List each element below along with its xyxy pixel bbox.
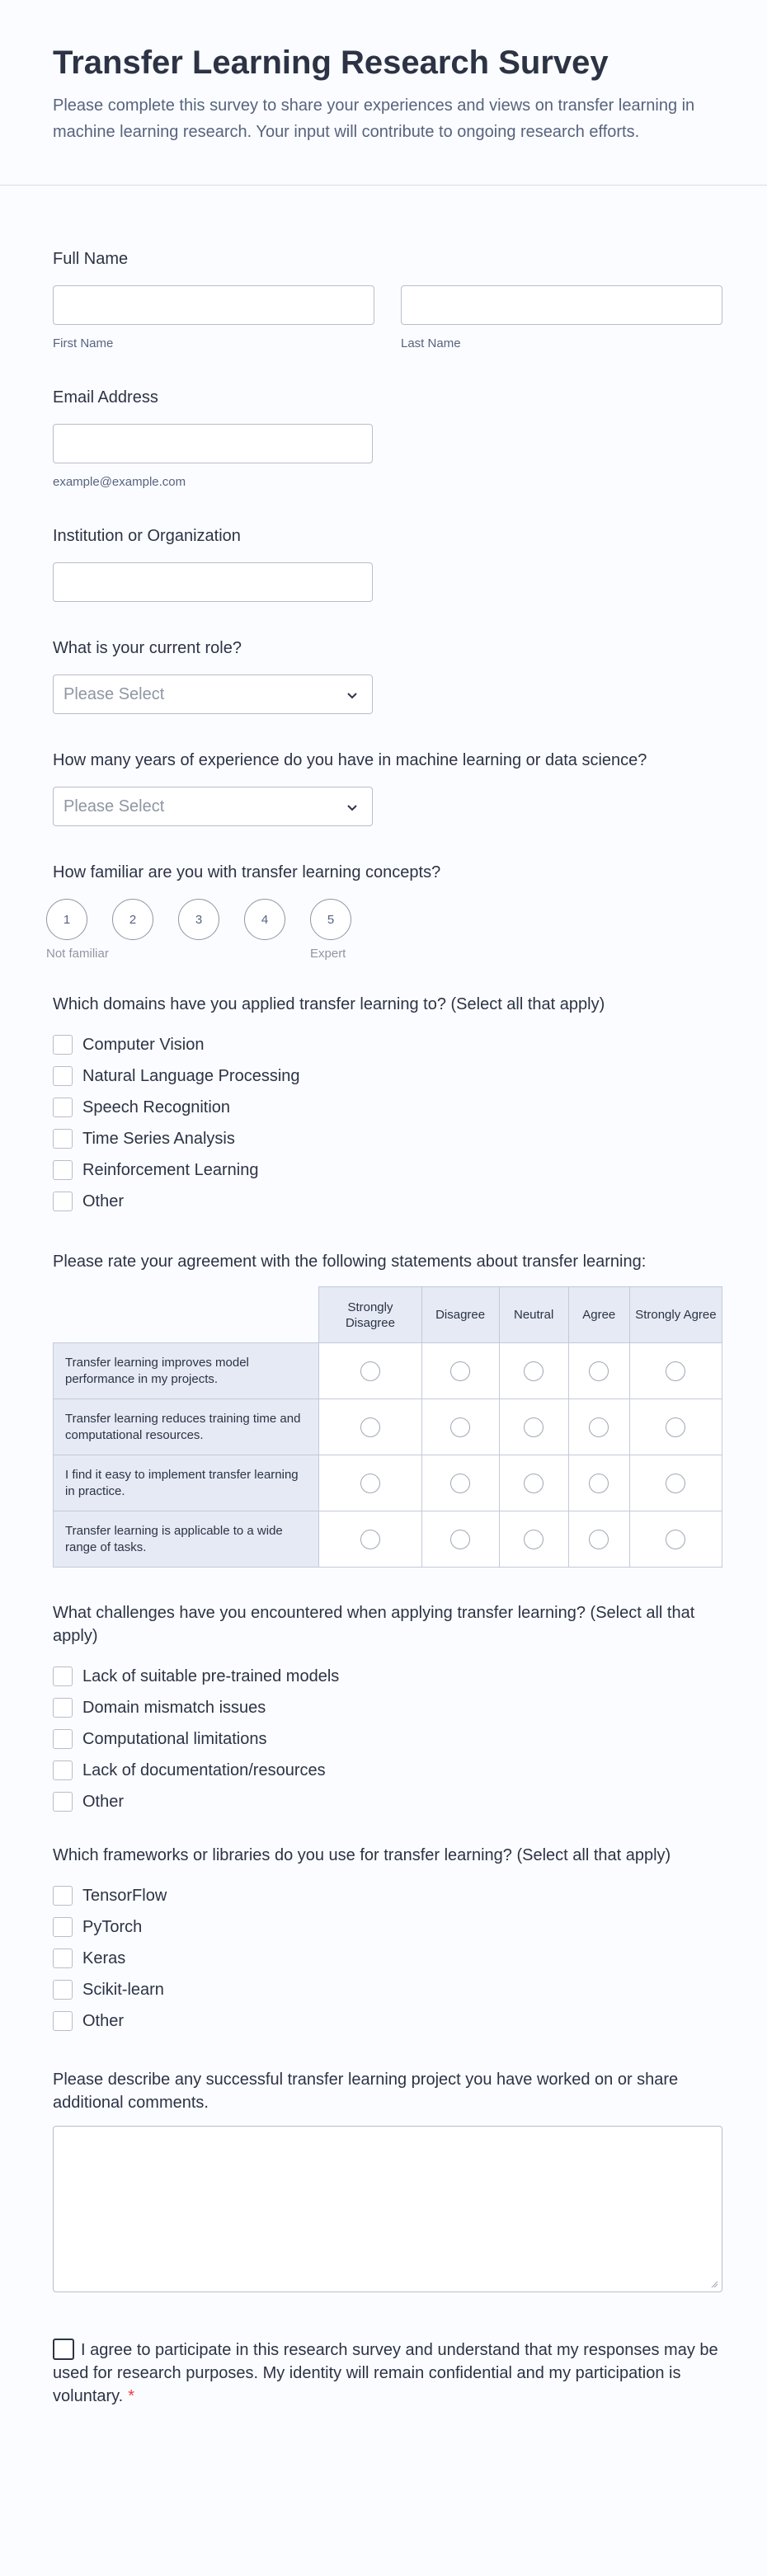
institution-label: Institution or Organization (53, 527, 241, 545)
matrix-column-header: Disagree (421, 1287, 499, 1343)
checkbox-label: Lack of suitable pre-trained models (82, 1666, 340, 1685)
last-name-sublabel: Last Name (401, 336, 461, 350)
scale-option-3[interactable]: 3 (178, 899, 219, 940)
challenges-options (53, 1661, 722, 1817)
checkbox-option[interactable] (53, 1186, 605, 1217)
matrix-row (54, 1455, 722, 1511)
matrix-column-header: Neutral (499, 1287, 568, 1343)
institution-input[interactable] (53, 562, 373, 602)
checkbox-label: Other (82, 2011, 125, 2030)
checkbox-label: Reinforcement Learning (82, 1160, 259, 1179)
checkbox-option[interactable] (53, 1092, 605, 1123)
email-sublabel: example@example.com (53, 475, 186, 489)
scale-option-1[interactable]: 1 (46, 899, 87, 940)
required-mark: * (128, 2387, 135, 2405)
first-name-sublabel: First Name (53, 336, 114, 350)
matrix-radio[interactable] (450, 1417, 470, 1437)
checkbox[interactable] (53, 1192, 73, 1211)
page-subtitle: Please complete this survey to share your experiences and views on transfer learning in machine learning research. Your input will contribute to ongoing research efforts. (53, 96, 695, 141)
experience-field (53, 749, 647, 826)
comments-textarea[interactable] (53, 2126, 722, 2292)
checkbox-option[interactable] (53, 1692, 722, 1723)
consent-text: I agree to participate in this research survey and understand that my responses may be used for research purposes. My identity will remain confidential and my participation is voluntary. (53, 2341, 718, 2405)
chevron-down-icon (344, 799, 360, 816)
role-label: What is your current role? (53, 639, 242, 657)
matrix-header-row (54, 1287, 722, 1343)
scale-min-label: Not familiar (46, 947, 109, 961)
domains-label: Which domains have you applied transfer learning to? (Select all that apply) (53, 995, 605, 1013)
comments-field (53, 2068, 722, 2292)
checkbox-option[interactable] (53, 1154, 605, 1186)
checkbox[interactable] (53, 1886, 73, 1906)
scale-option-4[interactable]: 4 (244, 899, 285, 940)
role-field (53, 637, 373, 714)
challenges-label: What challenges have you encountered when applying transfer learning? (Select all that apply) (53, 1604, 695, 1645)
matrix-corner (54, 1287, 319, 1343)
checkbox-option[interactable] (53, 1661, 722, 1692)
checkbox[interactable] (53, 1698, 73, 1718)
matrix-radio[interactable] (524, 1361, 543, 1381)
checkbox-label: Domain mismatch issues (82, 1698, 266, 1717)
full-name-field (53, 247, 722, 350)
checkbox[interactable] (53, 1035, 73, 1055)
matrix-column-header: Agree (568, 1287, 629, 1343)
checkbox-option[interactable] (53, 1755, 722, 1786)
scale-option-2[interactable]: 2 (112, 899, 153, 940)
scale-labels (46, 947, 440, 963)
checkbox-label: Time Series Analysis (82, 1129, 235, 1148)
checkbox-option[interactable] (53, 1786, 722, 1817)
checkbox[interactable] (53, 1160, 73, 1180)
matrix-row-label: I find it easy to implement transfer learning in practice. (54, 1455, 319, 1511)
role-select-placeholder: Please Select (64, 684, 165, 703)
email-input[interactable] (53, 424, 373, 463)
checkbox-label: Other (82, 1792, 125, 1811)
checkbox-option[interactable] (53, 2005, 671, 2037)
matrix-radio[interactable] (589, 1530, 609, 1549)
email-label: Email Address (53, 388, 158, 407)
chevron-down-icon (344, 687, 360, 703)
checkbox[interactable] (53, 1666, 73, 1686)
checkbox[interactable] (53, 1917, 73, 1937)
first-name-input[interactable] (53, 285, 374, 325)
challenges-field (53, 1601, 722, 1817)
matrix-radio[interactable] (524, 1474, 543, 1493)
checkbox[interactable] (53, 1792, 73, 1812)
checkbox[interactable] (53, 1980, 73, 2000)
full-name-label: Full Name (53, 250, 129, 268)
matrix-row-label: Transfer learning improves model performance in my projects. (54, 1343, 319, 1399)
frameworks-options (53, 1880, 671, 2037)
checkbox-option[interactable] (53, 1123, 605, 1154)
matrix-radio[interactable] (450, 1530, 470, 1549)
matrix-radio[interactable] (360, 1417, 380, 1437)
agreement-label: Please rate your agreement with the following statements about transfer learning: (53, 1253, 647, 1271)
matrix-row (54, 1399, 722, 1455)
checkbox-option[interactable] (53, 1911, 671, 1943)
matrix-row (54, 1343, 722, 1399)
resize-handle-icon[interactable] (710, 2280, 718, 2288)
matrix-row (54, 1511, 722, 1568)
checkbox-option[interactable] (53, 1060, 605, 1092)
matrix-radio[interactable] (589, 1361, 609, 1381)
checkbox-option[interactable] (53, 1029, 605, 1060)
checkbox-label: TensorFlow (82, 1886, 167, 1905)
checkbox-option[interactable] (53, 1943, 671, 1974)
checkbox-option[interactable] (53, 1723, 722, 1755)
scale-max-label: Expert (310, 947, 346, 961)
checkbox-label: Keras (82, 1948, 126, 1967)
consent-statement (53, 2339, 722, 2408)
matrix-radio[interactable] (360, 1361, 380, 1381)
checkbox[interactable] (53, 1066, 73, 1086)
institution-field (53, 524, 373, 602)
email-field (53, 386, 373, 489)
frameworks-label: Which frameworks or libraries do you use for transfer learning? (Select all that apply) (53, 1846, 671, 1864)
experience-label: How many years of experience do you have in machine learning or data science? (53, 751, 647, 769)
matrix-radio[interactable] (589, 1474, 609, 1493)
agreement-matrix (53, 1286, 722, 1568)
matrix-radio[interactable] (666, 1474, 685, 1493)
familiarity-label: How familiar are you with transfer learning concepts? (53, 863, 441, 881)
role-select[interactable] (53, 675, 373, 714)
agreement-field (53, 1250, 722, 1568)
experience-select-placeholder: Please Select (64, 797, 165, 816)
matrix-radio[interactable] (589, 1417, 609, 1437)
matrix-column-header: Strongly Disagree (319, 1287, 421, 1343)
matrix-row-label: Transfer learning is applicable to a wide range of tasks. (54, 1511, 319, 1568)
matrix-radio[interactable] (666, 1530, 685, 1549)
checkbox[interactable] (53, 1729, 73, 1749)
matrix-row-label: Transfer learning reduces training time and computational resources. (54, 1399, 319, 1455)
checkbox-option[interactable] (53, 1974, 671, 2005)
page-title: Transfer Learning Research Survey (53, 45, 609, 81)
checkbox-label: Other (82, 1192, 125, 1210)
comments-label: Please describe any successful transfer learning project you have worked on or share additional comments. (53, 2071, 679, 2112)
checkbox-label: Natural Language Processing (82, 1066, 300, 1085)
matrix-radio[interactable] (524, 1530, 543, 1549)
familiarity-scale (46, 899, 440, 940)
checkbox-label: Speech Recognition (82, 1098, 231, 1116)
matrix-column-header: Strongly Agree (629, 1287, 722, 1343)
matrix-radio[interactable] (360, 1530, 380, 1549)
checkbox-label: Scikit-learn (82, 1980, 164, 1999)
matrix-radio[interactable] (524, 1417, 543, 1437)
matrix-radio[interactable] (450, 1474, 470, 1493)
scale-option-5[interactable]: 5 (310, 899, 351, 940)
matrix-radio[interactable] (360, 1474, 380, 1493)
consent-checkbox[interactable] (53, 2339, 74, 2360)
domains-field (53, 993, 605, 1217)
matrix-radio[interactable] (666, 1361, 685, 1381)
checkbox[interactable] (53, 1098, 73, 1117)
frameworks-field (53, 1844, 671, 2037)
matrix-radio[interactable] (666, 1417, 685, 1437)
last-name-input[interactable] (401, 285, 722, 325)
checkbox[interactable] (53, 1948, 73, 1968)
checkbox-option[interactable] (53, 1880, 671, 1911)
matrix-radio[interactable] (450, 1361, 470, 1381)
experience-select[interactable] (53, 787, 373, 826)
checkbox-label: PyTorch (82, 1917, 143, 1936)
consent-field (53, 2339, 722, 2408)
checkbox[interactable] (53, 1760, 73, 1780)
checkbox-label: Computational limitations (82, 1729, 267, 1748)
domains-options (53, 1029, 605, 1217)
form-header (0, 0, 767, 186)
familiarity-field (46, 861, 440, 963)
checkbox[interactable] (53, 2011, 73, 2031)
checkbox-label: Computer Vision (82, 1035, 205, 1054)
checkbox[interactable] (53, 1129, 73, 1149)
checkbox-label: Lack of documentation/resources (82, 1760, 326, 1779)
